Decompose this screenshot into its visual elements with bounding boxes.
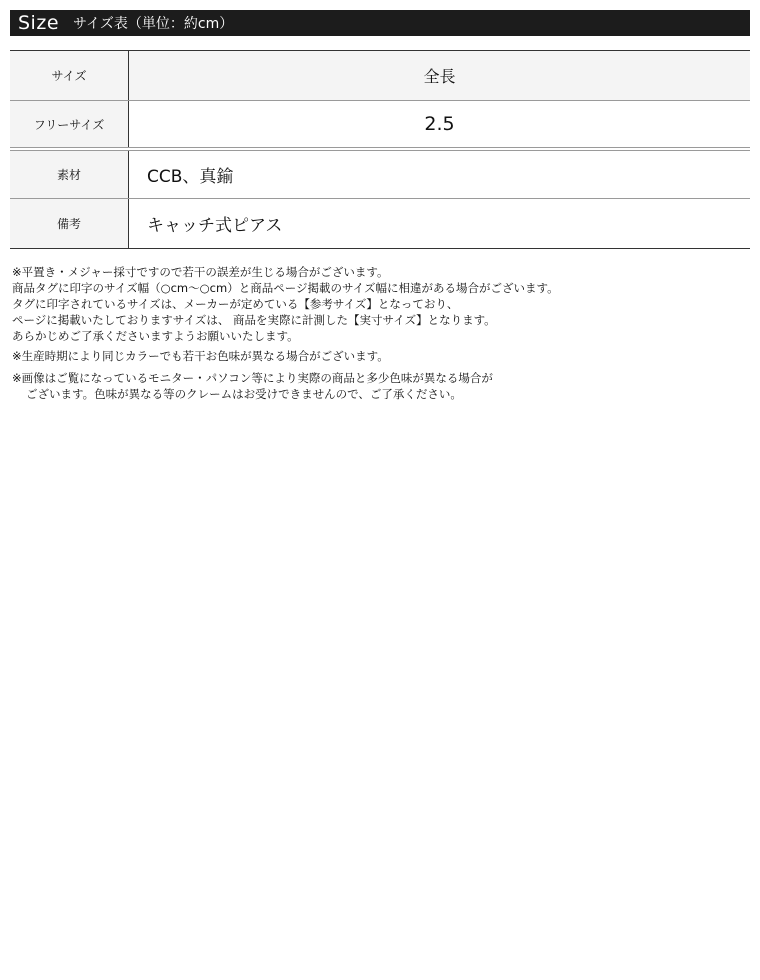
remarks-row	[10, 199, 750, 248]
note-line-monitor-cont: ございます。色味が異なる等のクレームはお受けできませんので、ご了承ください。	[26, 387, 462, 401]
size-header-bar	[10, 10, 750, 36]
note-line-monitor: ※画像はご覧になっているモニター・パソコン等により実際の商品と多少色味が異なる場合が	[12, 371, 493, 385]
note-line: ページに掲載いたしておりますサイズは、 商品を実際に計測した【実寸サイズ】となります。	[12, 313, 496, 327]
free-size-row	[10, 101, 750, 151]
remarks-value: キャッチ式ピアス	[147, 216, 283, 236]
size-notes	[12, 264, 752, 402]
material-label: 素材	[10, 151, 129, 198]
size-column-label: サイズ	[10, 51, 129, 100]
material-row	[10, 151, 750, 199]
size-title: Size	[18, 12, 60, 34]
material-value: CCB、真鍮	[147, 167, 234, 187]
free-size-label: フリーサイズ	[10, 101, 129, 147]
table-header-row	[10, 51, 750, 101]
note-line: ※平置き・メジャー採寸ですので若干の誤差が生じる場合がございます。	[12, 265, 389, 279]
size-table	[10, 50, 750, 249]
length-column-header: 全長	[129, 51, 750, 100]
size-table-subtitle: サイズ表（単位：約cm）	[73, 16, 234, 32]
note-line-color-variation: ※生産時期により同じカラーでも若干お色味が異なる場合がございます。	[12, 349, 389, 363]
note-line: あらかじめご了承くださいますようお願いいたします。	[12, 329, 299, 343]
note-line: 商品タグに印字のサイズ幅（○cm〜○cm）と商品ページ掲載のサイズ幅に相違がある場合がございます。	[12, 281, 559, 295]
remarks-label: 備考	[10, 199, 129, 248]
length-value: 2.5	[424, 113, 455, 135]
note-line: タグに印字されているサイズは、メーカーが定めている【参考サイズ】となっており、	[12, 297, 459, 311]
